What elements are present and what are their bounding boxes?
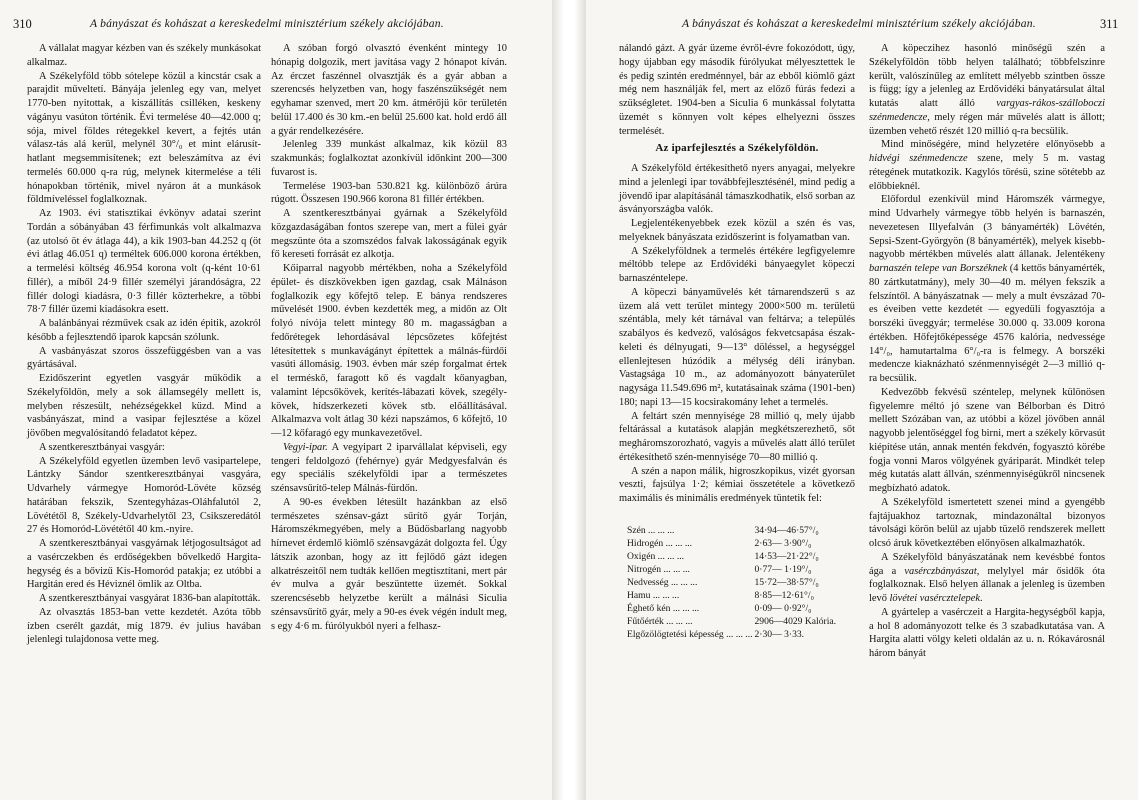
table-row xyxy=(627,524,836,537)
paragraph: Az 1903. évi statisztikai évkönyv adatai szerint Tordán a sóbányában 43 férfimunkás volt alkalmazva (az utolsó öt év átlaga 44), a kik 1903-ban 44.252 q (öt évi átlag 46.051 q) terméltek 606.000 korona értékben, a termelési költség 46.954 korona volt (q-ként 10·61 fillér), a míből 24·9 fillér személyi járandóságra, 22 fillér dologi kiadásra, 0·3 fillér közterhekre, a többi 78·7 fillér üzemi kiadásokra esett. xyxy=(27,208,261,316)
table-row xyxy=(627,589,836,602)
section-label: Vegyi-ipar. xyxy=(283,441,328,453)
analysis-component: Éghető kén ... ... ... xyxy=(627,602,700,614)
left-page-column-2 xyxy=(271,42,507,633)
running-head: A bányászat és kohászat a kereskedelmi minisztérium székely akciójában. xyxy=(90,17,444,30)
table-row xyxy=(627,576,836,589)
paragraph: Előfordul ezenkívül mind Háromszék vármegye, mind Udvarhely vármegye több helyén is barnaszén, nevezetesen Illyefalván (3 bányamérték) Lövétén, Sepsi-Szent-Györgyön (8 bányamérték), melyek kisebb-nagyobb mértékben művelés alatt állanak. Jelentékeny barnaszén telepe van Borszéknek (4 kettős bányamérték, 80 zártkutatmány), mely 30—40 m. mélyen fekszik a felszíntől. A bányászatnak — mely a mult évszázad 70-es éveiben vette kezdetét — egyedüli fogyasztója a borszéki üveggyár; termelése 30.000 q. 33.009 korona értékben. Hőfejtőképessége 4576 kalória, nedvessége 14°/₀, hamutartalma 6°/₀-ra is felmegy. A borszéki medencze kiaknázható szénmennyiségét 2—3 millió q-ra becsülik. xyxy=(869,194,1106,384)
paragraph: A 90-es években létesült hazánkban az első természetes szénsav-gázt sűrítő gyár Torján, Háromszékmegyében, mely a Büdösbarlang nagyobb hírnevet érdemlő kiömlő szénsavgázát dolgozta fel. Úgy látszik azonban, hogy az itt fejlődő gázt idegen alkatrészeitől nem tudták kellően megtisztítani, mert pár év mulva a gyár beszüntette üzemét. Sokkal szerencsésebb helyzetbe került a málnási Siculia szénsavsűrítő gyár, mely a 90-es évek végén indult meg, s egy 4·6 m. fúrólyukból nyeri a felhasz- xyxy=(271,496,507,632)
paragraph: A szentkeresztbányai vasgyárnak létjogosultságot ad a vasérczekben és erdőségekben bővelkedő Hargita-hegység és a bővizű Kis-Homoród patakja; ez utóbbi a Hargitán ered és Héviznél ömlik az Oltba. xyxy=(27,538,261,591)
paragraph: A szóban forgó olvasztó évenként mintegy 10 hónapig dolgozik, mert javítása vagy 2 hónapot kíván. Az érczet faszénnel olvasztják és a gyár abban a szerencsés helyzetben van, hogy faszénszükségét nem egyhamar szenved, mert 20 km. átmérőjü kör területén belül 17.400 és 30 km.-en belül 25.600 kat. hold erdő áll a gyár rendelkezésére. xyxy=(271,43,507,137)
analysis-value: 14·53—21·22°/₀ xyxy=(754,550,819,562)
paragraph: A köpeczi bányaművelés két tárnarendszerű s az üzem alá vett terület mintegy 2000×500 m. területü széntábla, mely két tárnával van feltárva; a település szabályos és kedvező, valóságos fekvetcsapása észak-keleti és délnyugati, 9—13° döléssel, a hegységgel ellenlejtesen húzódik a mélység déli irányban. Vastagsága 10 m., az adományozott bányaterület nagysága 11.549.696 m², kutatásainak száma (1901-ben) 180; napi 13—15 kocsirakomány lehet a termelés. xyxy=(619,286,855,408)
left-page-column-1 xyxy=(27,42,261,647)
paragraph: Kedvezőbb fekvésű széntelep, melynek különösen figyelemre méltó jó szene van Bélborban és Ditró mellett Szózában van, az utóbbi a közel jövőben annál nagyobb jelentőséggel fog birni, mert a székely körvasút kiépítése után, annak mentén fekdvén, fogyasztó körébe fogja vonni Maros völgyének gyáriparát. Mindkét telep még kutatás alatt állván, szénmennyiségükről nincsenek megbízható adatok. xyxy=(869,386,1105,494)
running-head: A bányászat és kohászat a kereskedelmi minisztérium székely akciójában. xyxy=(682,17,1036,30)
section-heading: Az iparfejlesztés a Székelyföldön. xyxy=(655,142,819,155)
analysis-component: Nitrogén ... ... ... xyxy=(627,563,690,575)
paragraph: Az olvasztás 1853-ban vette kezdetét. Azóta több ízben cserélt gazdát, míg 1879. év julius havában jelenlegi tulajdonosa vette meg. xyxy=(27,606,261,646)
analysis-component: Hamu ... ... ... xyxy=(627,589,680,601)
analysis-value: 0·09— 0·92°/₀ xyxy=(754,602,812,614)
table-row xyxy=(627,537,836,550)
paragraph: A Székelyföld egyetlen üzemben levő vasipartelepe, Lántzky Sándor szentkeresztbányai vasgyára, Udvarhely vármegye Homoród-Lövéte község határában fekszik, Szentegyházas-Oláhfalutól 2, Lövététől 8, Székely-Udvarhelytől 23, Csikszeredától 27 és Homoród-Lövététől 40 km.-nyire. xyxy=(27,455,261,536)
paragraph: A szentkeresztbányai gyárnak a Székelyföld közgazdaságában fontos szerepe van, mert a fülei gyár megszünte óta a szomszédos falvak lakosságának egyik fő kereseti forrását ez alkotja. xyxy=(271,208,507,261)
analysis-value: 2906—4029 Kalória. xyxy=(754,615,837,627)
coal-analysis-table xyxy=(627,524,836,641)
table-row xyxy=(627,563,836,576)
paragraph: A vasbányászat szoros összefüggésben van a vas gyártásával. xyxy=(27,345,261,371)
page-number: 310 xyxy=(13,17,32,31)
analysis-component: Nedvesség ... ... ... xyxy=(627,576,698,588)
paragraph: A Székelyföld bányászatának nem kevésbbé fontos ága a vasérczbányászat, melylyel már ősidők óta foglalkoznak. Első helyen állanak a jelenleg is üzemben levő lövétei vasércztelepek. xyxy=(869,551,1105,604)
paragraph: A Székelyföld több sótelepe közül a kincstár csak a parajdit műveltetí. Bányája jelenleg egy van, melyet 1770-ben nyitottak, a kiszállítás csilléken, keskeny vágányu vasúton történik. Évi termelése 40—42.000 q; sója, mivel földes rétegekkel kevert, a fejtés után válasz-tás alá kerül, melynél 30°/₀ et mint elárusít-hatlant megsemmisítenek; ezt beleszámítva az évi termelés 60.000 q-ra rúg, melynek kitermelése a téli hónapokban történik, mivel nyáron át a munkások földmíveléssel foglalkoznak. xyxy=(27,70,261,206)
table-row xyxy=(627,602,836,615)
right-page-column-1 xyxy=(619,42,855,641)
analysis-value: 0·77— 1·19°/₀ xyxy=(754,563,812,575)
paragraph: A szentkeresztbányai vasgyárat 1836-ban alapították. xyxy=(39,593,261,604)
paragraph: A Székelyföld értékesíthető nyers anyagai, melyekre mind a jelenlegi ipar továbbfejlesztésénél, mind pedig a jövendő ipar alapításánál támaszkodhatik, első sorban az ásványországba valók. xyxy=(619,163,855,216)
paragraph: A szentkeresztbányai vasgyár: xyxy=(39,441,165,453)
analysis-value: 34·94—46·57°/₀ xyxy=(754,524,819,536)
table-row xyxy=(627,615,836,628)
paragraph xyxy=(271,441,507,496)
paragraph: nálandó gázt. A gyár üzeme évről-évre fokozódott, úgy, hogy újabban egy második fúrólyukat mélyesztettek le és pedig szintén eredménnyel, bár az ebből kiömlő gázt még nem használják fel, mert az előző fúrás fedezi a szükségletet. 1904-ben a Siculia 6 munkással folytatta üzemét s könnyen volt képes elhelyezni összes termelését. xyxy=(619,43,855,137)
page-number: 311 xyxy=(1100,17,1119,31)
paragraph: A szén a napon málik, higroszkopikus, vizét gyorsan veszti, fajsúlya 1·2; kémiai összetétele a következő maximális és minimális eredmények tüntetik fel: xyxy=(619,465,855,504)
analysis-value: 2·63— 3·90°/₀ xyxy=(754,537,812,549)
paragraph: A gyártelep a vasérczeit a Hargita-hegységből kapja, a hol 8 adományozott telke és 3 szabadkutatása van. A Hargita alatti völgy keleti oldalán az u. n. Rókavárosnál három bányát xyxy=(869,606,1105,659)
paragraph: A köpeczihez hasonló minőségű szén a Székelyföldön több helyen található; többfelszinre került, valószínűleg az említett mélyebb szintben össze is függ; így a jelenleg az Erdővidéki bányatársulat által kutatás alatt álló vargyas-rákos-szálloboczi szénmedencze, mely régen már művelés alatt is állott; üzemben vehető részét 120 millió q-ra becsülik. xyxy=(869,43,1105,137)
left-page xyxy=(0,0,552,800)
analysis-value: 2·30— 3·33. xyxy=(754,628,805,640)
paragraph: A Székelyföldnek a termelés értékére legfigyelemre méltóbb telepe az Erdővidéki bányaegylet köpeczi barnaszéntelepe. xyxy=(619,245,855,284)
paragraph: A balánbányai rézművek csak az idén épitik, azokról később a fejlesztendő iparok kapcsán szólunk. xyxy=(27,318,261,343)
paragraph: Ezidőszerint egyetlen vasgyár működik a Székelyföldön, mely a sok államsegély mellett is, melyben részesült, nehézségekkel küzd. Mind a vasbányászat, mind a vasipar fejlesztése a közel jövőben megvalósítandó feladatot képez. xyxy=(27,373,261,439)
analysis-component: Hidrogén ... ... ... xyxy=(627,537,693,549)
book-gutter xyxy=(552,0,586,800)
analysis-component: Fűtőérték ... ... ... xyxy=(627,615,693,627)
analysis-component: Szén ... ... ... xyxy=(627,524,675,536)
paragraph: Legjelentékenyebbek ezek közül a szén és vas, melyeknek bányászata ezidőszerint is folyamatban van. xyxy=(619,218,855,243)
table-row xyxy=(627,628,836,641)
table-row xyxy=(627,550,836,563)
paragraph: A feltárt szén mennyisége 28 millió q, mely újabb feltárással a kutatások alapján megkétszerezhető, sőt megháromszorozható, vagyis a művelés alatt álló terület értékesíthető szén-mennyisége 70—80 millió q. xyxy=(619,410,855,463)
analysis-component: Oxigén ... ... ... xyxy=(627,550,685,562)
paragraph: A Székelyföld ismertetett szenei mind a gyengébb fajtájuakhoz tartoznak, mindazonáltal bizonyos távolsági körön belül az ujabb tüzelő rendszerek mellett olcsó áruk következtében előnyösen alkalmazhatók. xyxy=(869,496,1105,549)
analysis-component: Elgőzölögtetési képesség ... ... ... xyxy=(627,628,753,640)
right-page-column-2 xyxy=(869,42,1105,661)
paragraph: A vállalat magyar kézben van és székely munkásokat alkalmaz. xyxy=(27,43,261,68)
right-page xyxy=(586,0,1138,800)
paragraph: Jelenleg 339 munkást alkalmaz, kik közül 83 szakmunkás; foglalkoztat azonkívül időnkint 200—300 fuvarost is. xyxy=(271,139,507,178)
paragraph: Mind minőségére, mind helyzetére előnyösebb a hidvégi szénmedencze szene, mely 5 m. vastag rétegének mutatkozik. Kagylós törésü, szine sötétebb az előbbieknél. xyxy=(869,139,1105,192)
paragraph-text: A vegyipart 2 iparvállalat képviseli, egy tengeri feldolgozó (fehérnye) gyár Medgyesfalván és egy speciális székelyföldi ipar a természetes szénsavsűrítő-telep Málnás-fürdőn. xyxy=(271,441,507,494)
analysis-value: 8·85—12·61°/₀ xyxy=(754,589,814,601)
analysis-value: 15·72—38·57°/₀ xyxy=(754,576,819,588)
paragraph: Kőiparral nagyobb mértékben, noha a Székelyföld épület- és díszkövekben igen gazdag, csak Málnáson foglalkozik egy kőfejtő telep. E bánya rendszeres művelését 1900. évben kezdették meg, a midőn az Olt folyó nívója telett mintegy 80 m. magasságban a fedőrétegek lehordásával lépcsőzetes kőfejtést létesítettek s munkavágányt építettek a málnás-fürdői vasúti állomásig. 1903. évben már szép forgalmat értek el terméskő, faragott kő és vagdalt kőanyagban, valamint lépcsőkövek, kerítés-lábazati kövek, szegély-kövek, hídszerkezeti kövek stb. előállításával. Alkalmazva volt átlag 30 kézi napszámos, 6 kőfejtő, 10—12 kőfaragó egy munkavezetővel. xyxy=(271,263,507,439)
paragraph: Termelése 1903-ban 530.821 kg. különböző árúra rúgott. Összesen 190.966 korona 81 fillér értékben. xyxy=(271,180,507,206)
